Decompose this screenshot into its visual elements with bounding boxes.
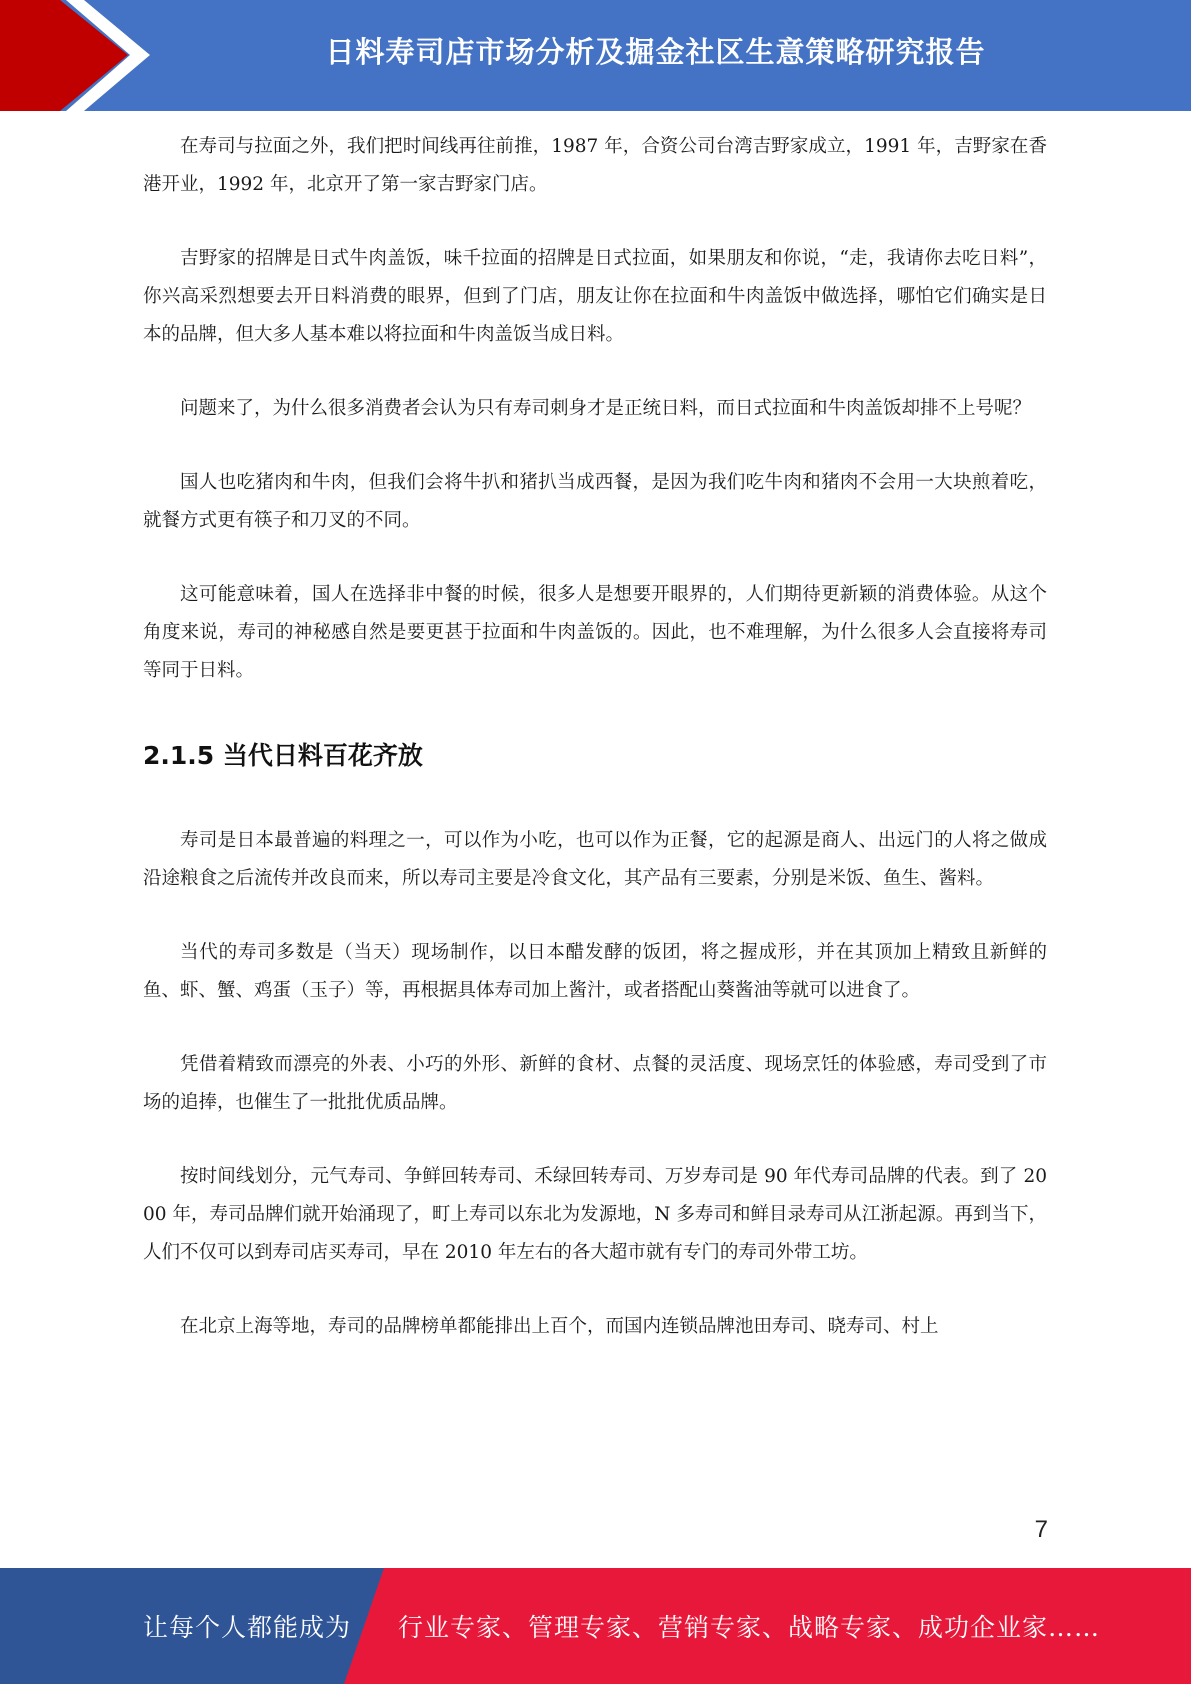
paragraph: 寿司是日本最普遍的料理之一，可以作为小吃，也可以作为正餐，它的起源是商人、出远门的人将之做成沿途粮食之后流传并改良而来，所以寿司主要是冷食文化，其产品有三要素，分别是米饭、鱼生、酱料。 xyxy=(143,830,1047,889)
report-title: 日料寿司店市场分析及掘金社区生意策略研究报告 xyxy=(325,34,986,69)
paragraph: 问题来了，为什么很多消费者会认为只有寿司刺身才是正统日料，而日式拉面和牛肉盖饭却排不上号呢？ xyxy=(180,398,1032,419)
paragraph: 凭借着精致而漂亮的外表、小巧的外形、新鲜的食材、点餐的灵活度、现场烹饪的体验感，寿司受到了市场的追捧，也催生了一批批优质品牌。 xyxy=(143,1054,1047,1113)
paragraph: 在北京上海等地，寿司的品牌榜单都能排出上百个，而国内连锁品牌池田寿司、晓寿司、村上 xyxy=(180,1316,939,1337)
section-heading: 2.1.5 当代日料百花齐放 xyxy=(143,741,423,770)
paragraph: 在寿司与拉面之外，我们把时间线再往前推，1987 年，合资公司台湾吉野家成立，1991 年，吉野家在香港开业，1992 年，北京开了第一家吉野家门店。 xyxy=(143,136,1047,195)
document-body xyxy=(143,128,1047,1382)
paragraph: 吉野家的招牌是日式牛肉盖饭，味千拉面的招牌是日式拉面，如果朋友和你说，“走，我请你去吃日料”，你兴高采烈想要去开日料消费的眼界，但到了门店，朋友让你在拉面和牛肉盖饭中做选择，哪怕它们确实是日本的品牌，但大多人基本难以将拉面和牛肉盖饭当成日料。 xyxy=(143,248,1047,345)
paragraph: 国人也吃猪肉和牛肉，但我们会将牛扒和猪扒当成西餐，是因为我们吃牛肉和猪肉不会用一大块煎着吃，就餐方式更有筷子和刀叉的不同。 xyxy=(143,472,1047,531)
footer-slogan-right: 行业专家、管理专家、营销专家、战略专家、成功企业家…… xyxy=(398,1613,1101,1642)
paragraph: 按时间线划分，元气寿司、争鲜回转寿司、禾绿回转寿司、万岁寿司是 90 年代寿司品牌的代表。到了 2000 年，寿司品牌们就开始涌现了，町上寿司以东北为发源地，N 多寿司和鲜目录寿司从江浙起源。再到当下，人们不仅可以到寿司店买寿司，早在 2010 年左右的各大超市就有专门的寿司外带工坊。 xyxy=(143,1166,1047,1263)
footer-slogan-left: 让每个人都能成为 xyxy=(143,1613,352,1642)
header-banner xyxy=(0,0,1191,111)
paragraph: 当代的寿司多数是（当天）现场制作，以日本醋发酵的饭团，将之握成形，并在其顶加上精致且新鲜的鱼、虾、蟹、鸡蛋（玉子）等，再根据具体寿司加上酱汁，或者搭配山葵酱油等就可以进食了。 xyxy=(143,942,1047,1001)
footer-banner xyxy=(0,1568,1191,1684)
page-number: 7 xyxy=(1034,1516,1048,1543)
paragraph: 这可能意味着，国人在选择非中餐的时候，很多人是想要开眼界的，人们期待更新颖的消费体验。从这个角度来说，寿司的神秘感自然是要更甚于拉面和牛肉盖饭的。因此，也不难理解，为什么很多人会直接将寿司等同于日料。 xyxy=(143,584,1047,681)
